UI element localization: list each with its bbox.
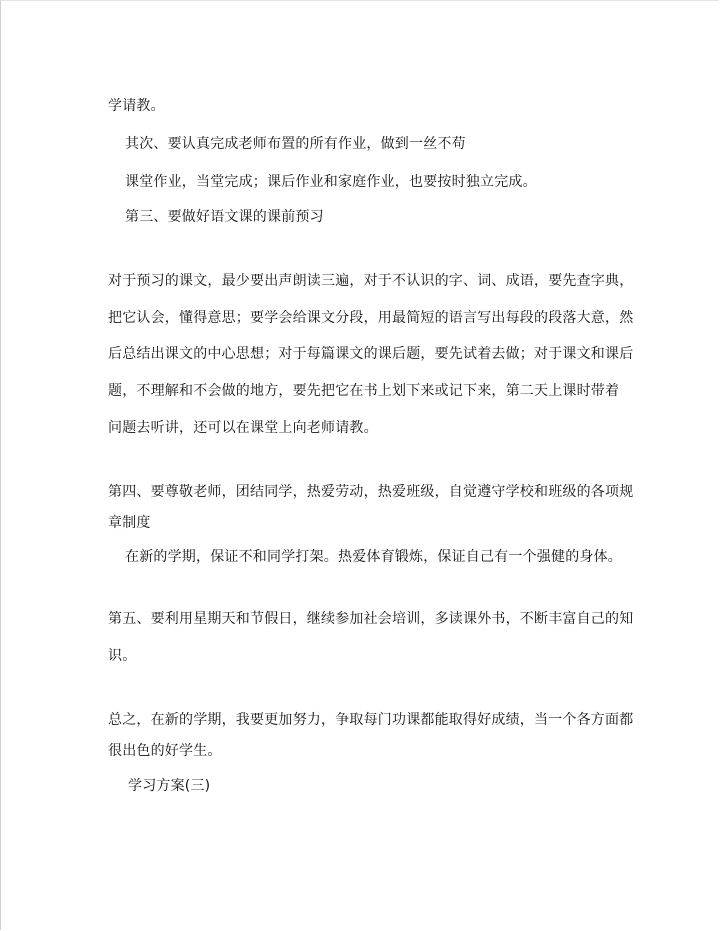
paragraph-line: 章制度 — [108, 515, 151, 531]
section-title: 学习方案(三) — [128, 778, 211, 794]
paragraph-line: 把它认会，懂得意思；要学会给课文分段，用最简短的语言写出每段的段落大意，然 — [108, 310, 634, 326]
section-heading: 第五、要利用星期天和节假日，继续参加社会培训，多读课外书，不断丰富自己的知 — [108, 611, 634, 627]
paragraph-line: 总之，在新的学期，我要更加努力，争取每门功课都能取得好成绩，当一个各方面都 — [108, 712, 634, 728]
paragraph-line: 识。 — [108, 648, 137, 664]
section-heading: 第三、要做好语文课的课前预习 — [125, 209, 324, 225]
paragraph-line: 学请教。 — [108, 98, 165, 114]
paragraph-line: 后总结出课文的中心思想；对于每篇课文的课后题，要先试着去做；对于课文和课后 — [108, 346, 634, 362]
paragraph-line: 其次、要认真完成老师布置的所有作业，做到一丝不苟 — [125, 136, 466, 152]
paragraph-line: 课堂作业，当堂完成；课后作业和家庭作业，也要按时独立完成。 — [125, 174, 537, 190]
paragraph-line: 问题去听讲，还可以在课堂上向老师请教。 — [108, 420, 378, 436]
paragraph-line: 题，不理解和不会做的地方，要先把它在书上划下来或记下来，第二天上课时带着 — [108, 383, 620, 399]
section-heading: 第四、要尊敬老师，团结同学，热爱劳动，热爱班级，自觉遵守学校和班级的各项规 — [108, 484, 634, 500]
paragraph-line: 很出色的好学生。 — [108, 743, 222, 759]
paragraph-line: 对于预习的课文，最少要出声朗读三遍，对于不认识的字、词、成语，要先查字典， — [108, 273, 634, 289]
paragraph-line: 在新的学期，保证不和同学打架。热爱体育锻炼，保证自己有一个强健的身体。 — [125, 549, 622, 565]
